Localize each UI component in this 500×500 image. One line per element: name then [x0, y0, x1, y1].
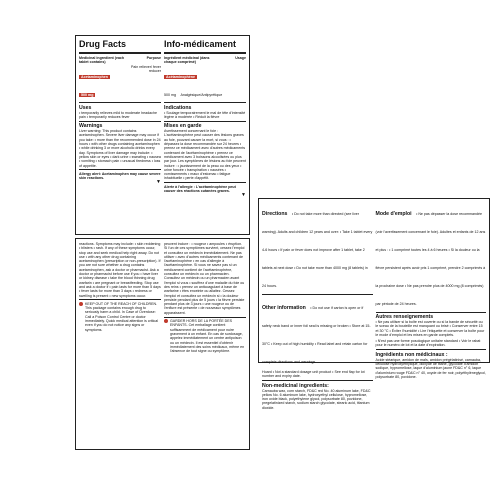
panel-top-columns	[79, 39, 246, 198]
warnings-text: Liver warning: This product contains acetaminophen. Severe liver damage may occur if you take: • more than the recommended dose in 24 hours • with other drugs containing acetaminophen • while drinking 3 or more alcoholic drinks every day. Symptoms of liver damage may include: • yellow skin or eyes • dark urine • sweating • nausea • vomiting • stomach pain • unusual tiredness • loss of appetite.	[79, 129, 161, 168]
fr-ingredient-dose: 500 mg	[164, 92, 176, 97]
non-medicinal-text: Carnauba wax, corn starch, FD&C red No. 40 aluminum lake, FD&C yellow No. 6 aluminum lake, hydroxyethyl cellulose, hypromellose, iron oxide black, polyethylene glycol, polysorbate 80, povidone, pregelatinized starch, sodium starch glycolate, stearic acid, titanium dioxide.	[262, 388, 371, 410]
warnings-continued-text: reactions. Symptoms may include: • skin reddening • blisters • rash. If any of these symptoms occur, stop use and seek medical help right away. Do not use • with any other drug containing acetaminophen (prescription or non-prescription). If you are not sure whether a drug contains acetaminophen, ask a doctor or pharmacist. Ask a doctor or pharmacist before use if you • have liver or kidney disease • take the blood thinning drug warfarin • are pregnant or breastfeeding. Stop use and ask a doctor if • pain lasts for more than 5 days • fever lasts for more than 3 days • redness or swelling is present • new symptoms occur.	[79, 242, 161, 298]
divider	[262, 380, 373, 381]
keep-out-text: KEEP OUT OF THE REACH OF CHILDREN. This package contains enough drug to seriously harm a child. In Case of Overdose: Call a Poison Control Centre or doctor immediately. Quick medical attention is critical even if you do not notice any signs or symptoms.	[85, 301, 159, 332]
warnings-title: Warnings	[79, 123, 103, 130]
allergy-alert: Allergy alert: Acetaminophen may cause severe skin reactions.	[79, 171, 161, 181]
ingredient-dose-tag: 500 mg	[81, 92, 94, 97]
divider	[164, 317, 246, 318]
active-ingredient-label: Medicinal ingredient (each tablet contains)	[79, 56, 125, 65]
active-ingredient-row	[79, 65, 161, 101]
english-directions-column	[262, 202, 373, 410]
non-medicinal-title: Non-medicinal ingredients:	[262, 382, 329, 389]
continue-arrow-icon: ▼	[156, 179, 161, 186]
directions-text: • Do not take more than directed (see liver warning). Adults and children 12 years and over: • Take 1 tablet every 4-6 hours • If pain or fever does not improve after 1 tablet, take 2 tablets at next dose • Do not take more than 4000 mg (8 tablets) in 24 hours.	[262, 212, 373, 288]
continue-arrow-icon: ▼	[241, 192, 246, 199]
other-info-text-2: Hoard • Not a standard dosage unit product • See end flap for lot number and expiry date.	[262, 370, 365, 379]
directions-panel	[258, 198, 490, 410]
fr-keep-out-warning	[164, 319, 246, 353]
fr-other-info-title: Autres renseignements	[375, 314, 434, 320]
drug-facts-panel-top	[75, 35, 250, 235]
fr-purpose-label: Usage	[235, 56, 246, 60]
active-ingredient-name	[79, 65, 110, 101]
divider	[164, 121, 246, 122]
french-column-bottom	[164, 242, 246, 353]
divider	[262, 294, 373, 295]
french-directions-column	[376, 202, 487, 410]
fr-other-info-text: • Ne pas utiliser si la boîte est ouverte ou si la bande de sécurité ou le sceau de la bouteille est manquant ou brisé • Conserver entre 15 et 30 °C • Éviter l'humidité • Lire l'étiquette et conserver la boîte pour le mode d'emploi et les mises en garde complets.	[375, 320, 485, 337]
divider	[164, 182, 246, 183]
drug-facts-panel-bottom	[75, 238, 250, 450]
directions-columns	[262, 202, 486, 410]
divider	[79, 169, 161, 170]
fr-ingredient-name-tag: Acétaminophène	[166, 74, 195, 79]
fr-warnings-text: Avertissement concernant le foie : L'acétaminophène peut causer des lésions graves au foie, pouvant causer la mort, si vous : • dépassez la dose recommandée sur 24 heures • prenez ce médicament avec d'autres médicaments contenant de l'acétaminophène • prenez ce médicament avec 3 boissons alcoolisées ou plus par jour. Les symptômes de lésions au foie peuvent inclure : • jaunissement de la peau ou des yeux • urine foncée • transpiration • nausées • vomissements • maux d'estomac • fatigue inhabituelle • perte d'appétit.	[164, 129, 246, 181]
divider	[164, 52, 246, 54]
other-info-text: • Do not use if carton is open or if safety neck band or inner foil seal is missing or broken • Store at 15-30°C • Keep out of high humidity • Read label and retain carton for complete directions and warnings.	[262, 306, 371, 364]
french-column-top	[164, 39, 246, 198]
warning-dot-icon	[79, 302, 83, 306]
divider	[376, 349, 487, 350]
fr-active-ingredient-header	[164, 56, 246, 65]
fr-active-ingredient-row	[164, 65, 246, 101]
fr-non-medicinal-title: Ingrédients non médicinaux :	[375, 351, 448, 358]
purpose-value: Pain reliever/ fever reducer	[131, 64, 161, 73]
purpose-label: Purpose	[146, 56, 161, 60]
active-ingredient-header	[79, 56, 161, 65]
fr-active-ingredient-label: Ingrédient médicinal (dans chaque comprimé)	[164, 56, 210, 65]
fr-keep-out-text: GARDER HORS DE LA PORTÉE DES ENFANTS. Cet emballage contient suffisamment de médicament pour nuire gravement à un enfant. En cas de surdosage, appelez immédiatement un centre antipoison ou un médecin. Il est essentiel d'obtenir immédiatement des soins médicaux, même en l'absence de tout signe ou symptôme.	[170, 319, 245, 354]
uses-text: • temporarily relieves mild to moderate headache pain • temporarily reduces fever	[79, 110, 157, 119]
divider	[376, 312, 487, 313]
info-medicament-title: Info-médicament	[164, 39, 237, 49]
fr-directions-text: • Ne pas dépasser la dose recommandée (voir l'avertissement concernant le foie). Adultes et enfants de 12 ans et plus : • 1 comprimé toutes les 4 à 6 heures • Si la douleur ou la fièvre persistent après avoir pris 1 comprimé, prendre 2 comprimés à la prochaine dose • Ne pas prendre plus de 4000 mg (8 comprimés) par période de 24 heures.	[375, 212, 486, 306]
divider	[79, 121, 161, 122]
fr-non-medicinal-text: Acide stéarique, amidon de maïs, amidon prégélatinisé, carnauba, cellulose hydroxyéthylique, dioxyde de titane, glycolate d'amidon sodique, hypromellose, laque d'aluminium jaune FD&C n° 6, laque d'aluminium rouge FD&C n° 40, oxyde de fer noir, polyéthylèneglycol, polysorbate 80, povidone.	[375, 357, 486, 379]
divider	[79, 102, 161, 103]
fr-warnings-continued-text: peuvent inclure : • rougeur • ampoules • éruption. Si l'un de ces symptômes survient, cessez l'emploi et consultez un médecin immédiatement. Ne pas utiliser • avec d'autres médicaments contenant de l'acétaminophène • en cas d'allergie à l'acétaminophène. Si vous ne savez pas si un médicament contient de l'acétaminophène, consultez un médecin ou un pharmacien. Consultez un médecin ou un pharmacien avant l'emploi si vous • souffrez d'une maladie du foie ou des reins • prenez un anticoagulant à base de warfarine • êtes enceinte ou allaitez. Cessez l'emploi et consultez un médecin si • la douleur persiste pendant plus de 5 jours • la fièvre persiste pendant plus de 3 jours • une rougeur ou de l'enflure est présente • de nouveaux symptômes apparaissent.	[164, 242, 245, 315]
fr-directions-title: Mode d'emploi	[375, 211, 412, 217]
fr-other-info-text-2: • N'est pas une forme posologique unitaire standard • Voir le rabat pour le numéro de lot et la date d'expiration.	[375, 339, 481, 348]
drug-facts-title: Drug Facts	[79, 39, 127, 49]
fr-purpose-value: Analgésique/Antipyrétique	[180, 92, 223, 97]
fr-uses-title: Indications	[164, 104, 192, 111]
divider	[79, 299, 161, 300]
fr-allergy-alert: Alerte à l'allergie : L'acétaminophène peut causer des réactions cutanées graves.	[164, 184, 236, 194]
fr-warnings-title: Mises en garde	[164, 123, 202, 130]
other-info-title: Other information	[262, 305, 306, 311]
warning-dot-icon	[164, 319, 168, 323]
fr-uses-text: • Soulage temporairement le mal de tête d'intensité légère à modérée • Réduit la fièvre	[164, 110, 246, 119]
english-column-top	[79, 39, 161, 198]
divider	[79, 52, 161, 54]
english-column-bottom	[79, 242, 161, 353]
divider	[164, 102, 246, 103]
directions-title: Directions	[262, 211, 288, 217]
panel-bottom-columns	[79, 242, 246, 353]
ingredient-name-tag: Acetaminophen	[81, 74, 108, 79]
uses-title: Uses	[79, 104, 92, 111]
keep-out-warning	[79, 302, 161, 332]
